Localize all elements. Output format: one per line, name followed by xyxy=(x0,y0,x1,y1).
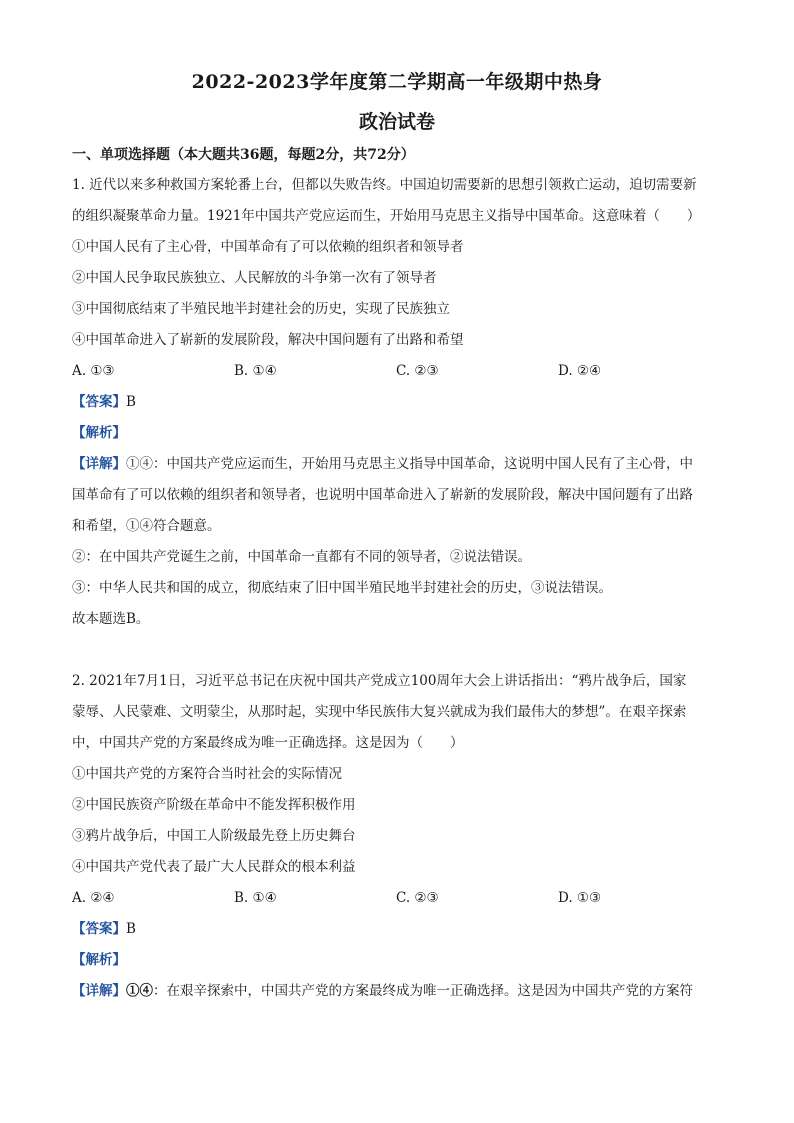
option-c: C. ②③ xyxy=(396,890,439,906)
question-2 xyxy=(72,666,722,1007)
detail-line: 和希望，①④符合题意。 xyxy=(72,518,221,534)
option-b: B. ①④ xyxy=(234,890,277,906)
detail-line xyxy=(72,976,722,1007)
question-1 xyxy=(72,170,722,635)
statement: ④中国共产党代表了最广大人民群众的根本利益 xyxy=(72,859,356,875)
statement: ①中国人民有了主心骨，中国革命有了可以依赖的组织者和领导者 xyxy=(72,239,464,255)
detail-mark: ①④ xyxy=(126,983,153,999)
answer-options xyxy=(72,356,722,387)
answer-value: B xyxy=(126,921,136,937)
question-stem-line: 2. 2021年7月1日，习近平总书记在庆祝中国共产党成立100周年大会上讲话指出：“鸦片战争后，国家 xyxy=(72,673,687,689)
note-line: 故本题选B。 xyxy=(72,611,150,627)
statement: ③中国彻底结束了半殖民地半封建社会的历史，实现了民族独立 xyxy=(72,301,450,317)
answer-value: B xyxy=(126,394,136,410)
question-stem-line: 蒙辱、人民蒙难、文明蒙尘，从那时起，实现中华民族伟大复兴就成为我们最伟大的梦想”。在艰辛探索 xyxy=(72,704,687,720)
document-title: 2022-2023学年度第二学期高一年级期中热身 xyxy=(191,71,603,93)
detail-line xyxy=(72,449,722,480)
answer-options xyxy=(72,883,722,914)
analysis-tag: 【解析】 xyxy=(72,952,126,968)
note-line: ③：中华人民共和国的成立，彻底结束了旧中国半殖民地半封建社会的历史，③说法错误。 xyxy=(72,580,612,596)
option-a: A. ②④ xyxy=(72,890,115,906)
statement: ③鸦片战争后，中国工人阶级最先登上历史舞台 xyxy=(72,828,356,844)
section-heading: 一、单项选择题（本大题共36题，每题2分，共72分） xyxy=(72,147,415,163)
statement: ②中国民族资产阶级在革命中不能发挥积极作用 xyxy=(72,797,356,813)
analysis-line xyxy=(72,945,722,976)
document-page xyxy=(72,60,722,1007)
statement: ①中国共产党的方案符合当时社会的实际情况 xyxy=(72,766,342,782)
statement: ②中国人民争取民族独立、人民解放的斗争第一次有了领导者 xyxy=(72,270,437,286)
document-subtitle: 政治试卷 xyxy=(358,111,435,133)
option-d: D. ①③ xyxy=(558,890,602,906)
detail-text: ①④：中国共产党应运而生，开始用马克思主义指导中国革命，这说明中国人民有了主心骨，中 xyxy=(126,456,693,472)
statement: ④中国革命进入了崭新的发展阶段，解决中国问题有了出路和希望 xyxy=(72,332,464,348)
question-stem-line: 中，中国共产党的方案最终成为唯一正确选择。这是因为（ ） xyxy=(72,735,464,751)
answer-line xyxy=(72,387,722,418)
option-a: A. ①③ xyxy=(72,363,115,379)
detail-text: ：在艰辛探索中，中国共产党的方案最终成为唯一正确选择。这是因为中国共产党的方案符 xyxy=(153,983,693,999)
analysis-tag: 【解析】 xyxy=(72,425,126,441)
option-b: B. ①④ xyxy=(234,363,277,379)
detail-tag: 【详解】 xyxy=(72,456,126,472)
question-gap xyxy=(72,635,722,666)
answer-tag: 【答案】 xyxy=(72,394,126,410)
detail-tag: 【详解】 xyxy=(72,983,126,999)
answer-tag: 【答案】 xyxy=(72,921,126,937)
question-stem-line: 1. 近代以来多种救国方案轮番上台，但都以失败告终。中国迫切需要新的思想引领救亡运动，迫切需要新 xyxy=(72,177,697,193)
note-line: ②：在中国共产党诞生之前，中国革命一直都有不同的领导者，②说法错误。 xyxy=(72,549,531,565)
question-stem-line: 的组织凝聚革命力量。1921年中国共产党应运而生，开始用马克思主义指导中国革命。这意味着（ ） xyxy=(72,208,701,224)
option-c: C. ②③ xyxy=(396,363,439,379)
option-d: D. ②④ xyxy=(558,363,602,379)
detail-line: 国革命有了可以依赖的组织者和领导者，也说明中国革命进入了崭新的发展阶段，解决中国问题有了出路 xyxy=(72,487,693,503)
answer-line xyxy=(72,914,722,945)
analysis-line xyxy=(72,418,722,449)
